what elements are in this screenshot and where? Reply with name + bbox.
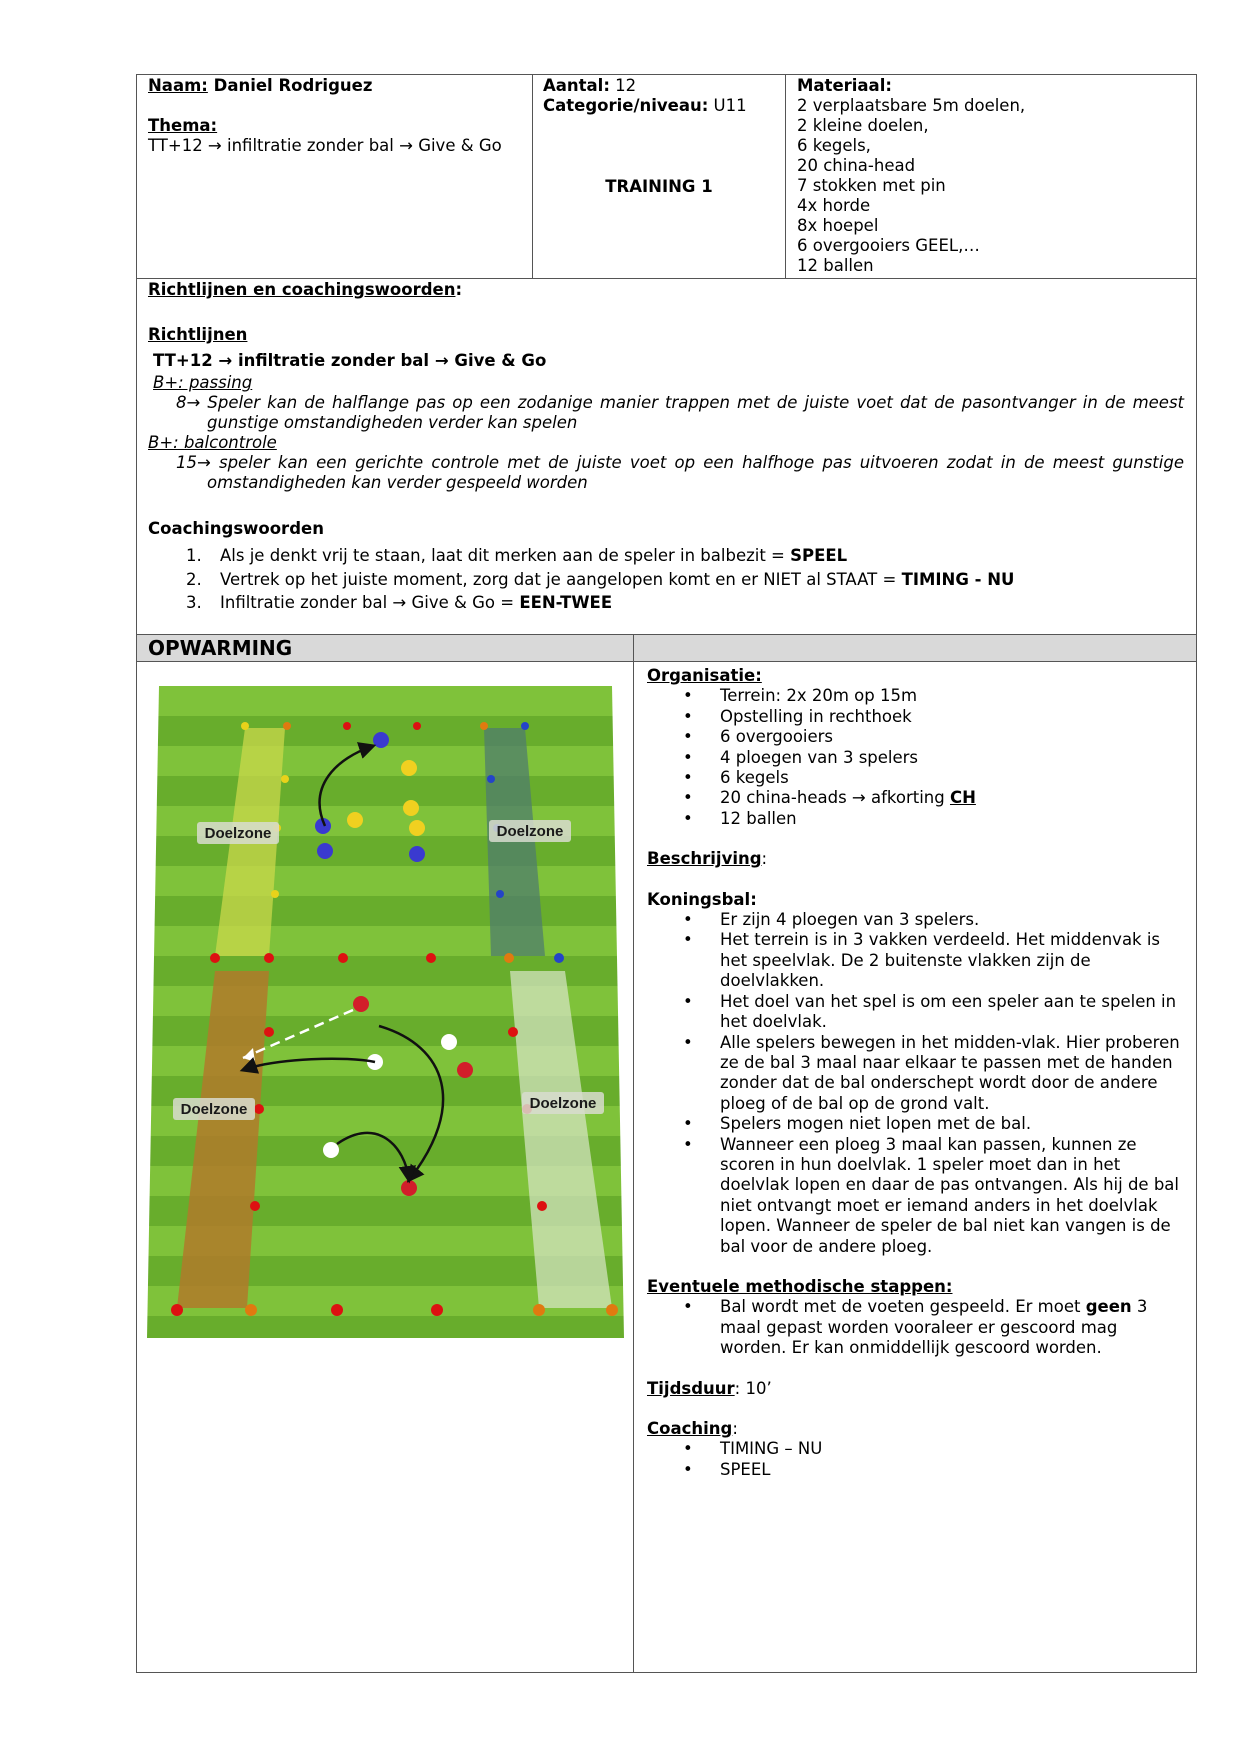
materiaal-item: 2 kleine doelen,: [797, 116, 929, 135]
richtlijnen-section-title: Richtlijnen en coachingswoorden:: [148, 280, 463, 299]
tijdsduur: Tijdsduur: 10’: [647, 1378, 772, 1398]
coaching-title: Coaching:: [647, 1419, 738, 1438]
b-balcontrole-item: [148, 453, 1184, 493]
koningsbal-item: • Het doel van het spel is om een speler aan te spelen in het doelvlak.: [647, 992, 1187, 1033]
header-bottom-line: [136, 278, 1197, 279]
diagram-label: Doelzone: [529, 1095, 597, 1112]
koningsbal-item: • Het terrein is in 3 vakken verdeeld. Het middenvak is het speelvlak. De 2 buitenste vlakken zijn de doelvlakken.: [647, 930, 1187, 991]
richtlijnen-theme-line: TT+12 → infiltratie zonder bal → Give & Go: [153, 351, 547, 370]
header-divider-1: [532, 74, 533, 278]
organisatie-item: • 6 kegels: [647, 768, 1192, 788]
koningsbal-item: • Alle spelers bewegen in het midden-vlak. Hier proberen ze de bal 3 maal naar elkaar te passen met de handen zonder dat de bal onderschept wordt door de andere ploeg of de bal op de grond valt.: [647, 1033, 1187, 1115]
organisatie-list: [647, 686, 1192, 829]
training-title: TRAINING 1: [605, 177, 713, 196]
materiaal-item: 7 stokken met pin: [797, 176, 946, 195]
coaching-item: • TIMING – NU: [647, 1439, 1192, 1459]
header-materiaal-cell: [797, 76, 1192, 276]
materiaal-label: Materiaal:: [797, 76, 892, 95]
koningsbal-list: [647, 910, 1187, 1257]
coachingswoord-item: 1. Als je denkt vrij te staan, laat dit merken aan de speler in balbezit = SPEEL: [186, 546, 848, 565]
materiaal-item: 6 overgooiers GEEL,…: [797, 236, 980, 255]
categorie-value: U11: [708, 96, 747, 115]
header-aantal-cell: [543, 76, 783, 116]
b-balcontrole-text: speler kan een gerichte controle met de juiste voet op een halfhoge pas uitvoeren zodat in de meest gunstige omstandigheden kan verder gespeeld worden: [207, 453, 1184, 492]
diagram-label: Doelzone: [180, 1101, 248, 1118]
koningsbal-item: • Er zijn 4 ploegen van 3 spelers.: [647, 910, 1187, 930]
organisatie-title: Organisatie:: [647, 666, 762, 685]
coachingswoorden-title: Coachingswoorden: [148, 519, 324, 538]
opwarming-column-divider: [633, 634, 634, 1673]
materiaal-item: 12 ballen: [797, 256, 874, 275]
organisatie-item: • Terrein: 2x 20m op 15m: [647, 686, 1192, 706]
b-balcontrole-label: B+: balcontrole: [148, 433, 277, 452]
materiaal-item: 2 verplaatsbare 5m doelen,: [797, 96, 1026, 115]
stappen-list: [647, 1297, 1167, 1358]
b-passing-item: [148, 393, 1184, 433]
materiaal-item: 4x horde: [797, 196, 871, 215]
organisatie-item: • 20 china-heads → afkorting CH: [647, 788, 1192, 808]
organisatie-item: • 12 ballen: [647, 809, 1192, 829]
b-passing-text: Speler kan de halflange pas op een zodanige manier trappen met de juiste voet dat de pasontvanger in de meest gunstige omstandigheden verder kan spelen: [207, 393, 1185, 432]
opwarming-details: [647, 666, 1192, 1480]
categorie-label: Categorie/niveau:: [543, 96, 709, 115]
b-passing-label: B+: passing: [153, 373, 253, 392]
opwarming-header-fill: [137, 635, 1196, 661]
diagram-label: Doelzone: [496, 823, 564, 840]
organisatie-item: • 6 overgooiers: [647, 727, 1192, 747]
koningsbal-item: • Wanneer een ploeg 3 maal kan passen, kunnen ze scoren in hun doelvlak. 1 speler moet dan in het doelvlak lopen en daar de pas ontvangen. Als hij de bal niet ontvangt moet er iemand anders in het doelvlak lopen. Wanneer de speler de bal niet kan vangen is de bal voor de andere ploeg.: [647, 1135, 1187, 1257]
naam-label: Naam:: [148, 76, 208, 95]
diagram-label: Doelzone: [204, 825, 272, 842]
coachingswoord-item: 3. Infiltratie zonder bal → Give & Go = EEN-TWEE: [186, 593, 613, 612]
coachingswoord-item: 2. Vertrek op het juiste moment, zorg dat je aangelopen komt en er NIET al STAAT = TIMING - NU: [186, 569, 1015, 589]
b-passing-num: 8→: [176, 393, 201, 412]
aantal-label: Aantal:: [543, 76, 610, 95]
coaching-item: • SPEEL: [647, 1460, 1192, 1480]
field-diagram: [147, 686, 624, 1338]
materiaal-item: 20 china-head: [797, 156, 916, 175]
header-divider-2: [785, 74, 786, 278]
table-border-right: [1196, 74, 1197, 1673]
organisatie-item: • Opstelling in rechthoek: [647, 707, 1192, 727]
materiaal-item: 6 kegels,: [797, 136, 871, 155]
richtlijnen-subtitle: Richtlijnen: [148, 325, 248, 344]
opwarming-title: OPWARMING: [148, 636, 293, 660]
table-border-top: [136, 74, 1197, 75]
opwarming-header-bottom-line: [136, 661, 1197, 662]
stappen-title: Eventuele methodische stappen:: [647, 1276, 953, 1296]
b-balcontrole-num: 15→: [176, 453, 211, 472]
naam-value: Daniel Rodriguez: [207, 76, 373, 95]
coaching-list: [647, 1439, 1192, 1480]
thema-label: Thema:: [148, 116, 218, 135]
materiaal-item: 8x hoepel: [797, 216, 879, 235]
header-naam-cell: [148, 76, 528, 156]
table-border-left: [136, 74, 137, 1673]
beschrijving-title: Beschrijving:: [647, 849, 768, 869]
koningsbal-title: Koningsbal:: [647, 889, 757, 909]
table-border-bottom: [136, 1672, 1197, 1673]
koningsbal-item: • Spelers mogen niet lopen met de bal.: [647, 1114, 1187, 1134]
thema-value: TT+12 → infiltratie zonder bal → Give & Go: [148, 136, 502, 155]
aantal-value: 12: [609, 76, 637, 95]
organisatie-item: • 4 ploegen van 3 spelers: [647, 748, 1192, 768]
coachingswoorden-list: [148, 544, 1188, 615]
stappen-item: • Bal wordt met de voeten gespeeld. Er moet geen 3 maal gepast worden vooraleer er gescoord mag worden. Er kan onmiddellijk gescoord worden.: [647, 1297, 1167, 1358]
